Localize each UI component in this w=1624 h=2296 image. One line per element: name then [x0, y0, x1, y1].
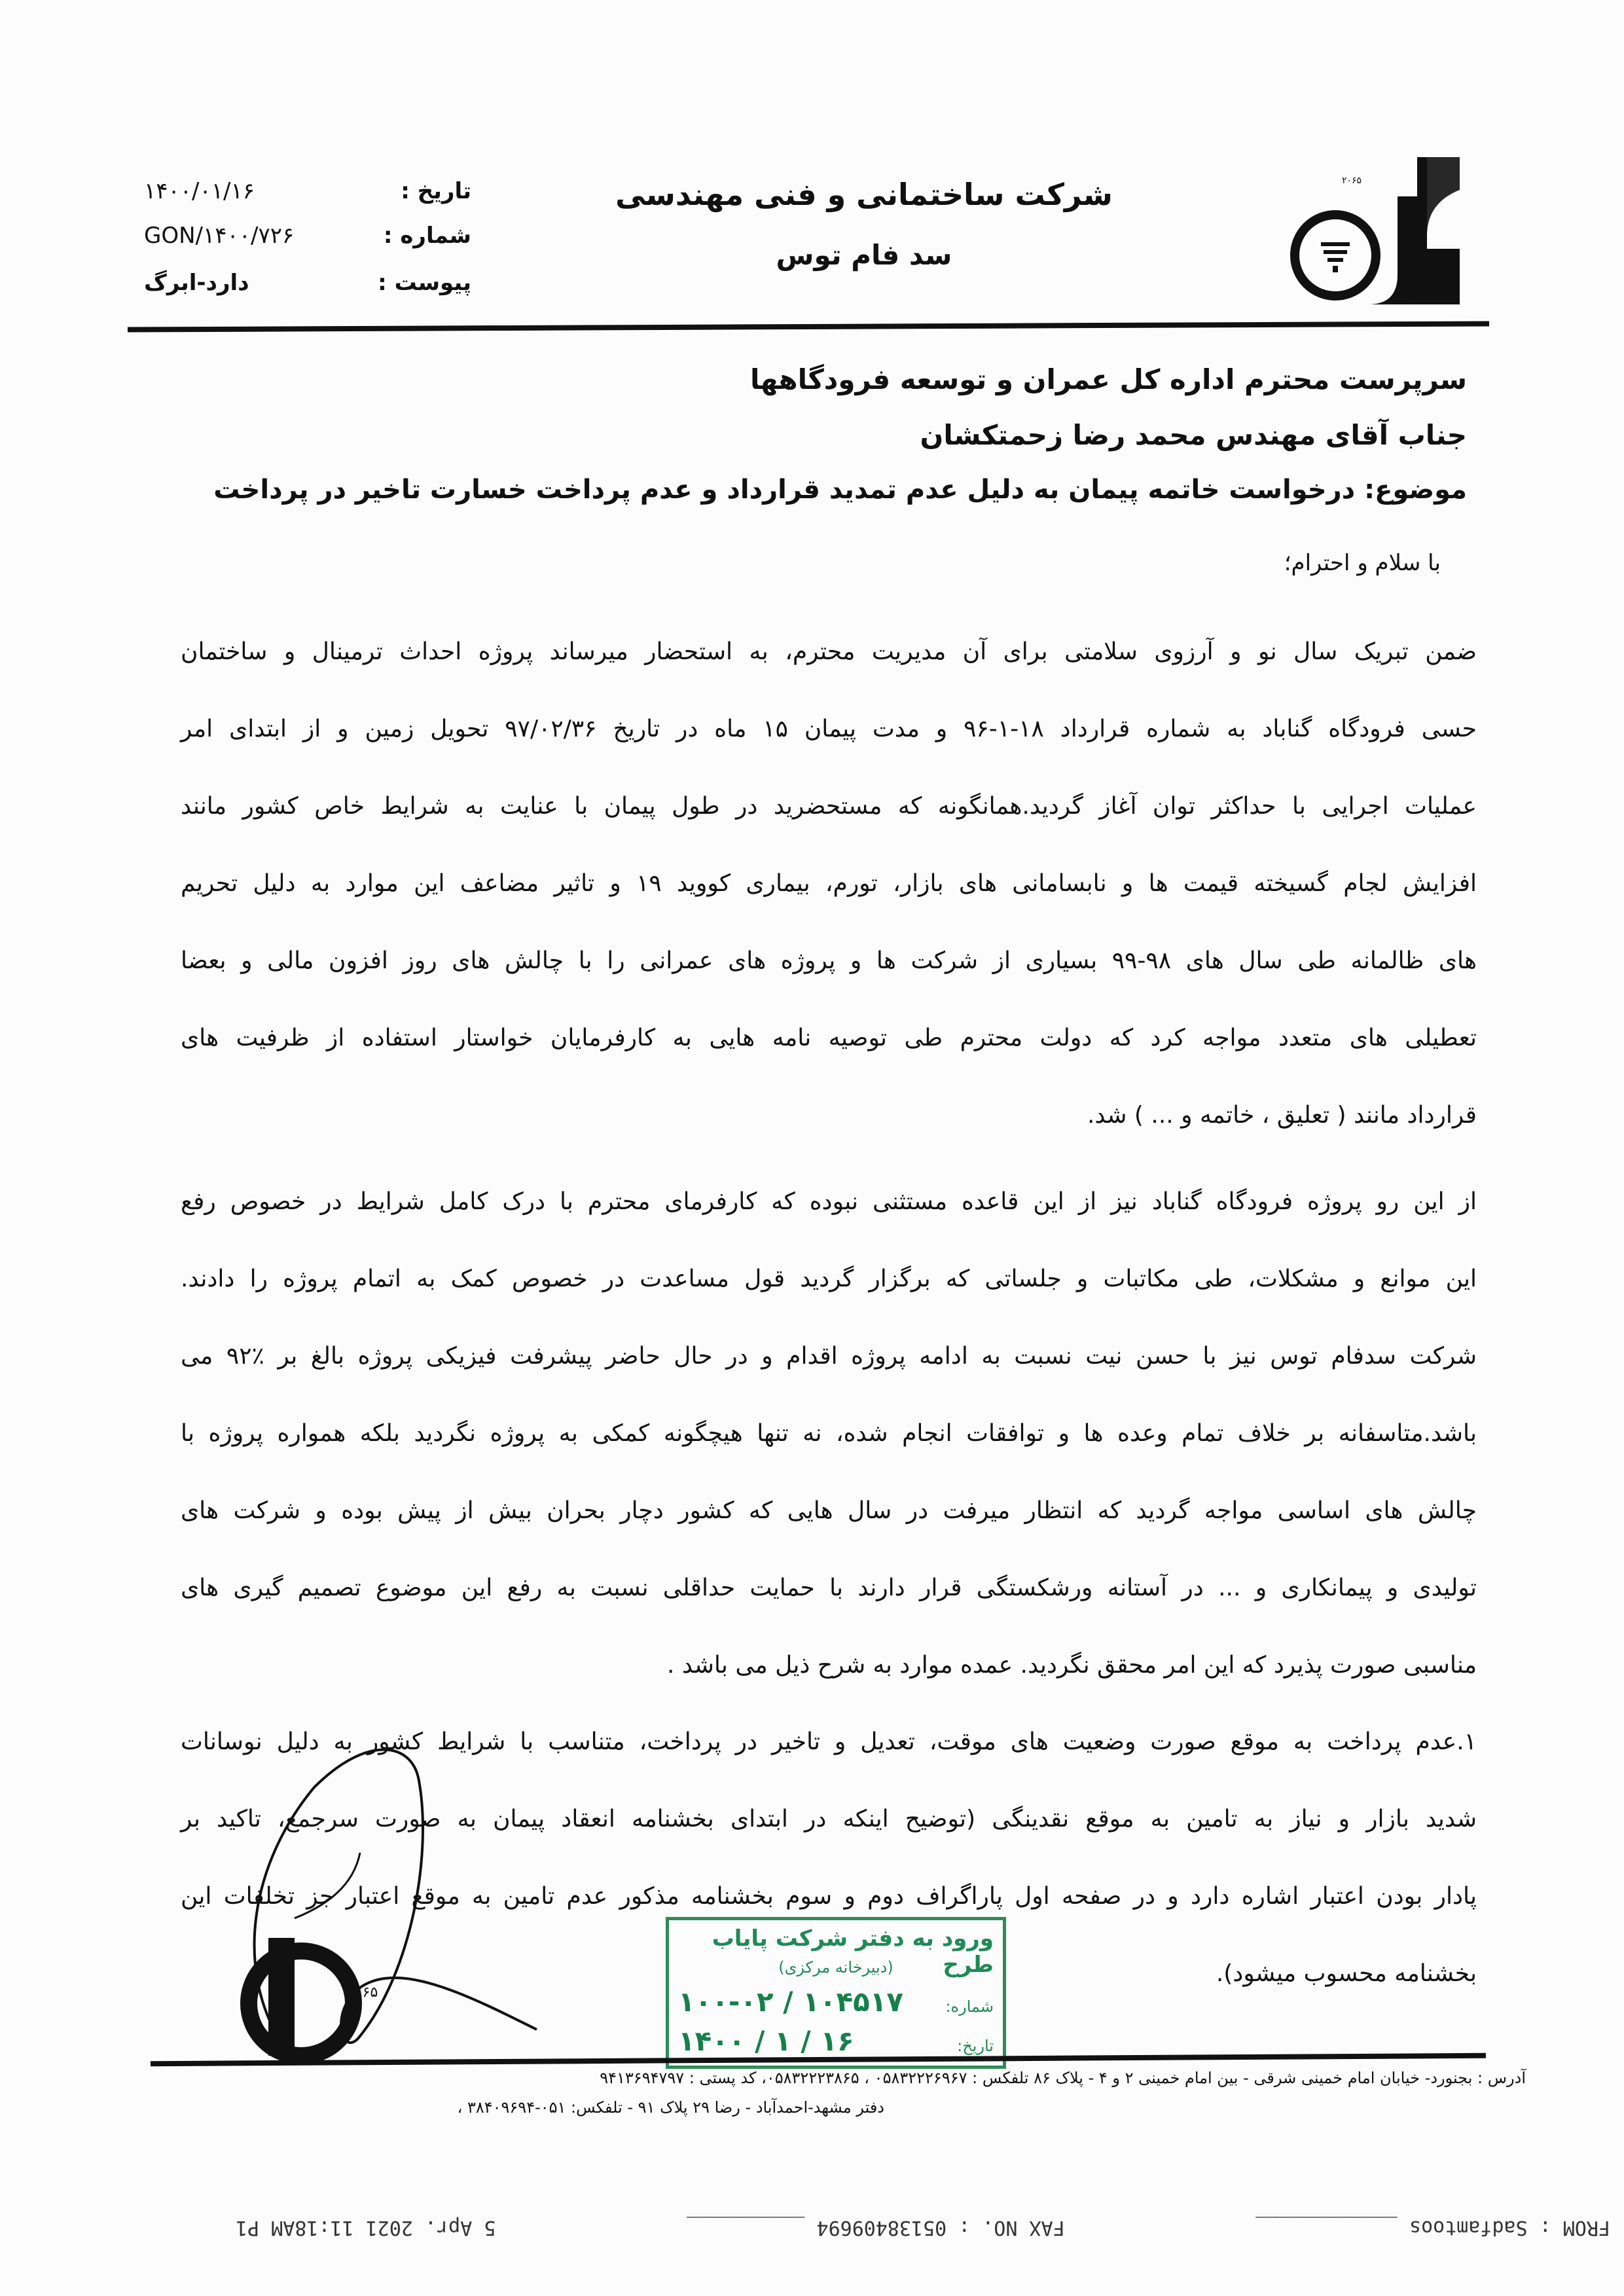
- body-line: از این رو پروژه فرودگاه گناباد نیز از این قاعده مستثنی نبوده که کارفرمای محترم با درک کامل شرایط در خصوص رفع: [181, 1188, 1477, 1215]
- company-logo: [1276, 144, 1466, 314]
- stamp-number-label: شماره:: [945, 1997, 994, 2016]
- meta-value: دارد-ابرگ: [144, 270, 249, 296]
- body-line: تعطیلی های متعدد مواجه کرد که دولت محترم طی توصیه نامه هایی به کارفرمایان خواستار استفاده از ظرفیت های: [181, 1025, 1477, 1051]
- body-line: بخشنامه محسوب میشود).: [1216, 1960, 1477, 1987]
- footer-address: آدرس : بجنورد- خیابان امام خمینی شرقی - بین امام خمینی ۲ و ۴ - پلاک ۸۶ تلفکس : ۰۵۸۳۲۲۲۶۹۶۷ ، ۰۵۸۳۲۲۲۳۸۶۵، کد پستی : ۹۴۱۳۶۹۴۷۹۷: [600, 2069, 1526, 2087]
- body-line: مناسبی صورت پذیرد که این امر محقق نگردید. عمده موارد به شرح ذیل می باشد .: [666, 1652, 1477, 1679]
- fax-number: FAX NO. : 05138409694 __________: [686, 2216, 1065, 2239]
- fax-header: [236, 2216, 1610, 2239]
- body-line: افزایش لجام گسیخته قیمت ها و نابسامانی های بازار، تورم، بیماری کووید ۱۹ و تاثیر مضاعف این موارد به دلیل تحریم: [181, 870, 1477, 897]
- svg-text:۲۰۶۵: ۲۰۶۵: [347, 1984, 378, 2001]
- body-line: شرکت سدفام توس نیز با حسن نیت نسبت به ادامه پروژه اقدام و در حال حاضر پیشرفت فیزیکی پروژه بالغ بر ٪۹۲ می: [181, 1343, 1477, 1370]
- meta-attachment: [144, 270, 471, 296]
- footer-office: دفتر مشهد-احمدآباد - رضا ۲۹ پلاک ۹۱ - تلفکس: ۰۵۱-۳۸۴۰۹۶۹۴ ،: [457, 2098, 884, 2117]
- stamp-number: ۱۰۰-۰۲ / ۱۰۴۵۱۷: [678, 1986, 903, 2018]
- company-name: شرکت ساختمانی و فنی مهندسی: [615, 177, 1113, 212]
- stamp-date: ۱۴۰۰ / ۱ / ۱۶: [678, 2025, 854, 2057]
- stamp-date-label: تاریخ:: [957, 2037, 994, 2055]
- stamp-title: ورود به دفتر شرکت پایاب طرح: [712, 1925, 994, 1978]
- subject: موضوع: درخواست خاتمه پیمان به دلیل عدم تمدید قرارداد و عدم پرداخت خسارت تاخیر در پرداخت: [213, 475, 1467, 505]
- meta-label: پیوست :: [378, 270, 471, 296]
- body-line: تولیدی و پیمانکاری و ... در آستانه ورشکستگی قرار دارند با حمایت حداقلی نسبت به رفع این موضوع تصمیم گیری های: [181, 1575, 1477, 1601]
- fax-datetime: 5 Apr. 2021 11:18AM P1: [236, 2216, 496, 2239]
- fax-from: FROM : Sadfamtoos ____________: [1255, 2216, 1610, 2239]
- meta-value: ۱۴۰۰/۰۱/۱۶: [144, 178, 255, 204]
- body-line: باشد.متاسفانه بر خلاف تمام وعده ها و توافقات انجام شده، نه تنها هیچگونه کمکی به پروژه نگردید بلکه همواره پروژه با: [181, 1420, 1477, 1447]
- meta-number: [144, 223, 471, 249]
- received-stamp: [666, 1917, 1006, 2069]
- meta-label: تاریخ :: [401, 178, 471, 204]
- meta-date: [144, 178, 471, 204]
- body-line: ضمن تبریک سال نو و آرزوی سلامتی برای آن مدیریت محترم، به استحضار میرساند پروژه احداث ترمینال و ساختمان: [181, 638, 1477, 665]
- header-divider: [128, 321, 1489, 332]
- recipient-line1: سرپرست محترم اداره کل عمران و توسعه فرودگاهها: [749, 363, 1467, 395]
- body-line: عملیات اجرایی با حداکثر توان آغاز گردید.همانگونه که مستحضرید در طول پیمان با عنایت به شرایط خاص کشور مانند: [181, 793, 1477, 820]
- meta-value: GON/۱۴۰۰/۷۲۶: [144, 223, 295, 249]
- body-line: این موانع و مشکلات، طی مکاتبات و جلساتی که برگزار گردید قول مساعدت در خصوص کمک به اتمام پروژه را دادند.: [181, 1266, 1477, 1292]
- body-line: ۱.عدم پرداخت به موقع صورت وضعیت های موقت، تعدیل و تاخیر در پرداخت، متناسب با شرایط کشور به دلیل نوسانات: [181, 1728, 1477, 1755]
- body-line: پادار بودن اعتبار اشاره دارد و در صفحه اول پاراگراف دوم و سوم بخشنامه مذکور عدم تامین به موقع اعتبار جز تخلفات این: [181, 1883, 1477, 1910]
- greeting: با سلام و احترام؛: [1284, 550, 1441, 576]
- stamp-subtitle: (دبیرخانه مرکزی): [778, 1958, 893, 1977]
- recipient-line2: جناب آقای مهندس محمد رضا زحمتکشان: [920, 419, 1467, 451]
- signature: [196, 1722, 563, 2069]
- body-line: شدید بازار و نیاز به تامین به موقع نقدینگی (توضیح اینکه در ابتدای بخشنامه انعقاد پیمان به صورت سرجمع، تاکید بر: [181, 1806, 1477, 1832]
- body-line: حسی فرودگاه گناباد به شماره قرارداد ۱۸-۱-۹۶ و مدت پیمان ۱۵ ماه در تاریخ ۹۷/۰۲/۳۶ تحویل زمین و از ابتدای امر: [181, 716, 1477, 742]
- body-line: قرارداد مانند ( تعلیق ، خاتمه و ... ) شد.: [1087, 1102, 1477, 1129]
- body-line: های ظالمانه طی سال های ۹۸-۹۹ بسیاری از شرکت ها و پروژه های عمرانی را با چالش های روز افزون مالی و بعضا: [181, 947, 1477, 974]
- company-name-line2: سد فام توس: [776, 239, 952, 271]
- body-line: چالش های اساسی مواجه گردید که انتظار میرفت در سال هایی که کشور دچار بحران بیش از پیش بوده و شرکت های: [181, 1497, 1477, 1524]
- meta-label: شماره :: [383, 223, 471, 249]
- svg-text:۲۰۶۵: ۲۰۶۵: [1342, 175, 1362, 186]
